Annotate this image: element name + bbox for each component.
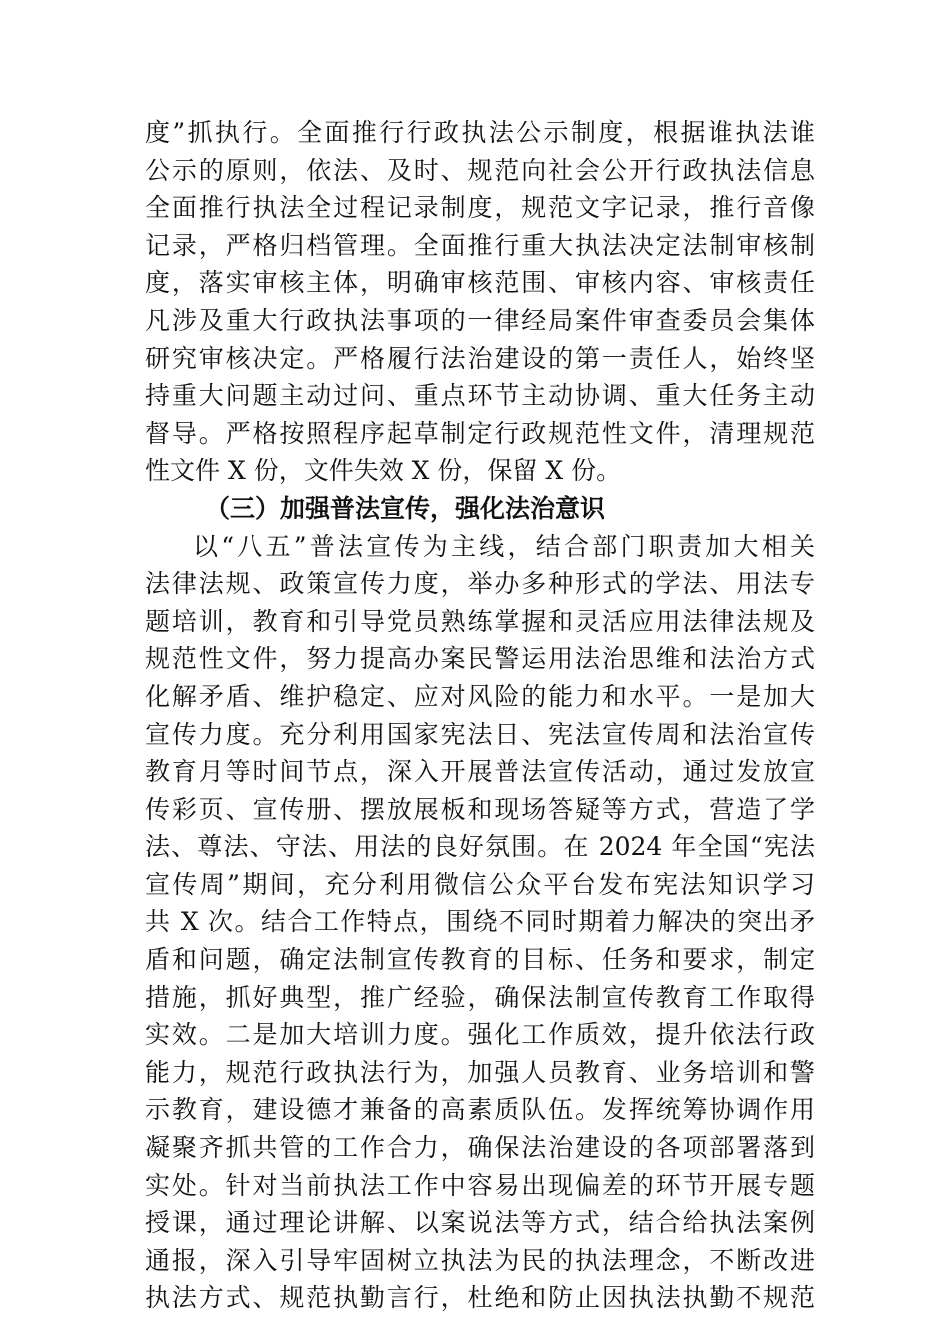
text-line: 规范性文件，努力提高办案民警运用法治思维和法治方式 — [145, 644, 815, 674]
text-line: 凝聚齐抓共管的工作合力，确保法治建设的各项部署落到 — [145, 1133, 815, 1163]
text-line: 盾和问题，确定法制宣传教育的目标、任务和要求，制定 — [145, 945, 815, 975]
text-line: 授课，通过理论讲解、以案说法等方式，结合给执法案例 — [145, 1208, 815, 1238]
document-body — [145, 114, 815, 1317]
text-line: 性文件 X 份，文件失效 X 份，保留 X 份。 — [145, 456, 622, 486]
text-line: 措施，抓好典型，推广经验，确保法制宣传教育工作取得 — [145, 982, 815, 1012]
text-line: 共 X 次。结合工作特点，围绕不同时期着力解决的突出矛 — [145, 907, 815, 937]
text-line: 宣传周”期间，充分利用微信公众平台发布宪法知识学习 — [145, 869, 815, 899]
text-line: 实效。二是加大培训力度。强化工作质效，提升依法行政 — [145, 1020, 815, 1050]
text-line: 度”抓执行。全面推行行政执法公示制度，根据谁执法谁 — [145, 118, 815, 147]
text-line: 度，落实审核主体，明确审核范围、审核内容、审核责任 — [145, 268, 815, 298]
text-line: 题培训，教育和引导党员熟练掌握和灵活应用法律法规及 — [145, 606, 815, 636]
text-line: 督导。严格按照程序起草制定行政规范性文件，清理规范 — [145, 418, 815, 448]
text-line: 持重大问题主动过问、重点环节主动协调、重大任务主动 — [145, 381, 815, 411]
paragraph-legal-publicity — [145, 528, 815, 1317]
text-line: 记录，严格归档管理。全面推行重大执法决定法制审核制 — [145, 230, 815, 260]
text-line: 示教育，建设德才兼备的高素质队伍。发挥统筹协调作用 — [145, 1095, 815, 1125]
text-line: 法、尊法、守法、用法的良好氛围。在 2024 年全国“宪法 — [145, 832, 815, 862]
text-line: 凡涉及重大行政执法事项的一律经局案件审查委员会集体 — [145, 305, 815, 335]
text-line: 全面推行执法全过程记录制度，规范文字记录，推行音像 — [145, 193, 815, 223]
text-line: 以“八五”普法宣传为主线，结合部门职责加大相关 — [193, 531, 815, 561]
text-line: 教育月等时间节点，深入开展普法宣传活动，通过发放宣 — [145, 757, 815, 787]
text-line: 法律法规、政策宣传力度，举办多种形式的学法、用法专 — [145, 569, 815, 599]
text-line: 实处。针对当前执法工作中容易出现偏差的环节开展专题 — [145, 1170, 815, 1200]
text-line: 宣传力度。充分利用国家宪法日、宪法宣传周和法治宣传 — [145, 719, 815, 749]
text-line: 公示的原则，依法、及时、规范向社会公开行政执法信息 — [145, 155, 815, 185]
text-line: 通报，深入引导牢固树立执法为民的执法理念，不断改进 — [145, 1245, 815, 1275]
paragraph-execution-system — [145, 114, 815, 490]
section-heading: （三）加强普法宣传，强化法治意识 — [205, 493, 606, 523]
text-line: 化解矛盾、维护稳定、应对风险的能力和水平。一是加大 — [145, 681, 815, 711]
text-line: 传彩页、宣传册、摆放展板和现场答疑等方式，营造了学 — [145, 794, 815, 824]
text-line: 研究审核决定。严格履行法治建设的第一责任人，始终坚 — [145, 343, 815, 373]
text-line: 执法方式、规范执勤言行，杜绝和防止因执法执勤不规范 — [145, 1283, 815, 1313]
text-line: 能力，规范行政执法行为，加强人员教育、业务培训和警 — [145, 1057, 815, 1087]
